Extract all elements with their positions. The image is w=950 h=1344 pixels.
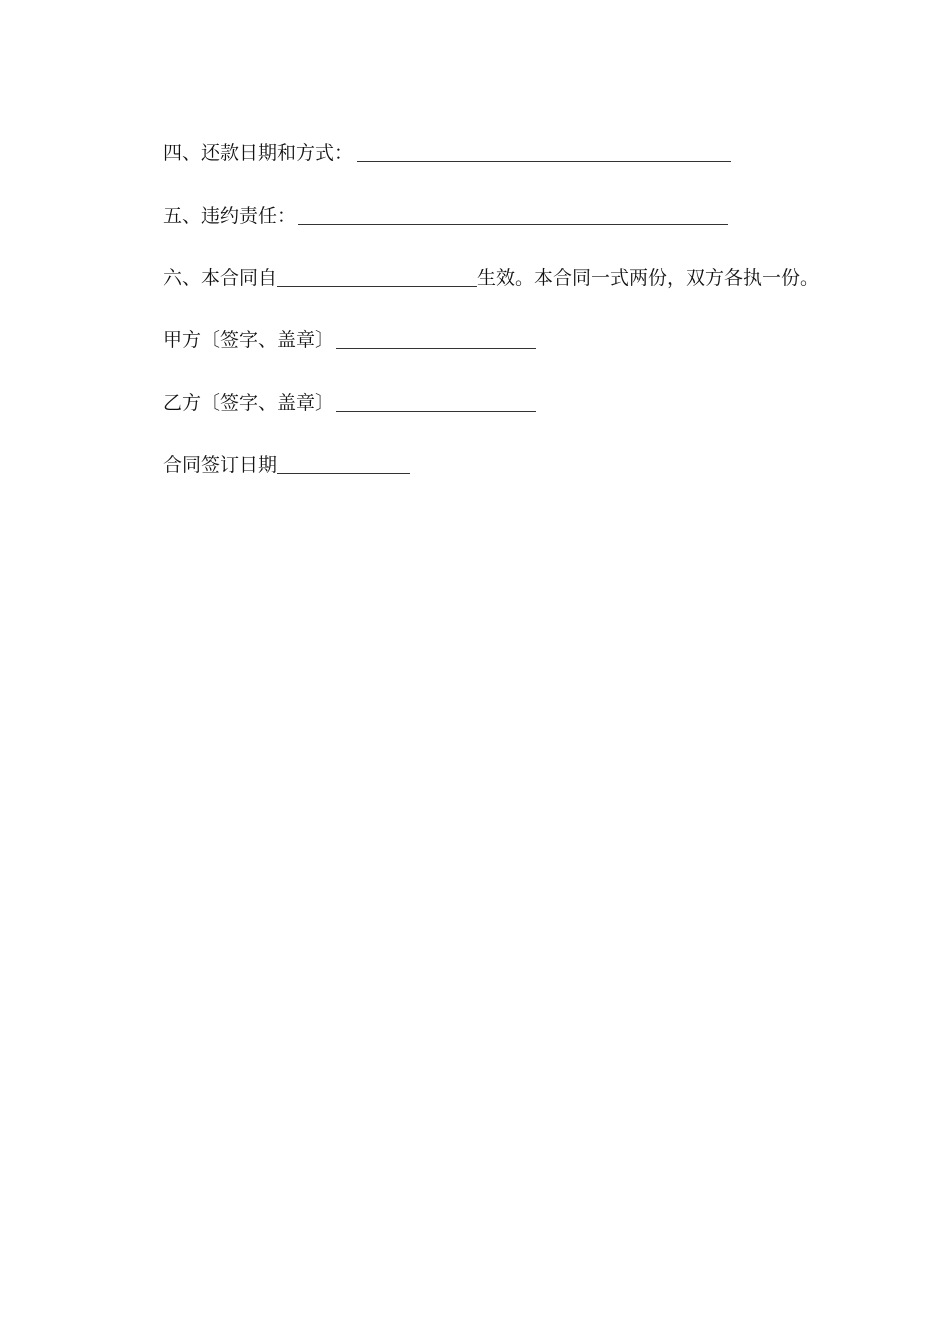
effective-date-blank-field[interactable] <box>277 285 477 287</box>
party-b-signature-line <box>163 385 536 415</box>
party-a-label: 甲方〔签字、盖章〕 <box>163 329 335 351</box>
clause-label-after: 生效。本合同一式两份，双方各执一份。 <box>477 267 820 289</box>
contract-signing-date-line <box>163 447 410 477</box>
party-a-signature-line <box>163 322 536 352</box>
clause-label: 四、还款日期和方式： <box>163 142 354 164</box>
signing-date-label: 合同签订日期 <box>163 454 278 476</box>
clause-label: 五、违约责任： <box>163 205 297 227</box>
clause-label-before: 六、本合同自 <box>163 267 278 289</box>
party-b-signature-field[interactable] <box>336 410 536 412</box>
clause-repayment-date-method <box>163 135 731 165</box>
signing-date-field[interactable] <box>277 472 410 474</box>
party-b-label: 乙方〔签字、盖章〕 <box>163 392 335 414</box>
party-a-signature-field[interactable] <box>336 347 536 349</box>
clause-breach-liability <box>163 198 728 228</box>
repayment-blank-field[interactable] <box>357 160 731 162</box>
clause-effective-date <box>163 260 819 290</box>
breach-blank-field[interactable] <box>298 223 728 225</box>
